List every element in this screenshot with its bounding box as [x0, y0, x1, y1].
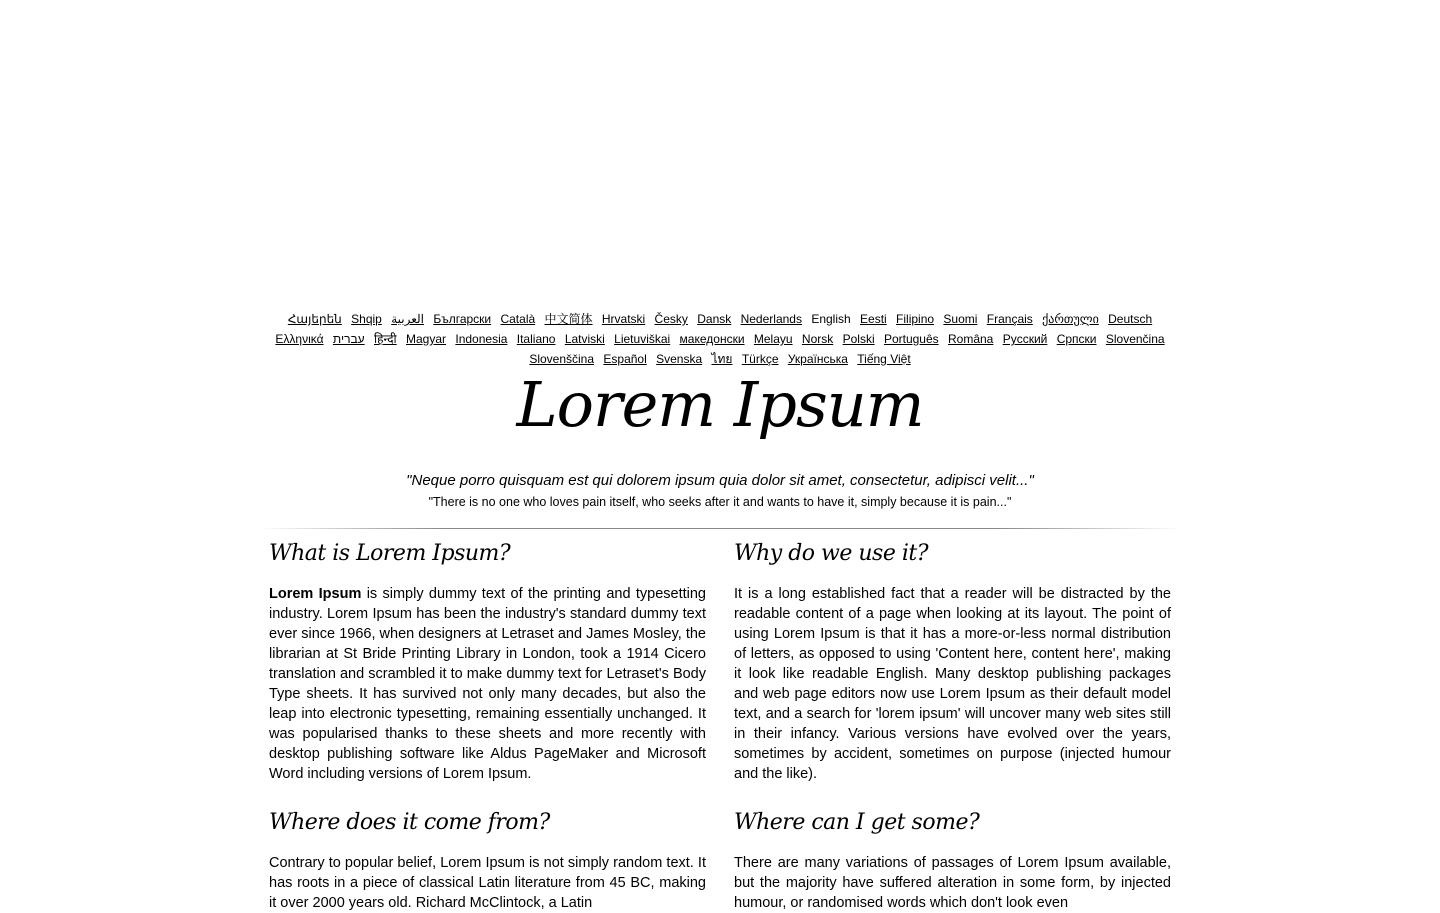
banner-space: [0, 0, 1440, 308]
section-body: [269, 584, 706, 784]
language-link[interactable]: Français: [986, 312, 1033, 326]
language-link[interactable]: Hrvatski: [601, 312, 646, 326]
language-link[interactable]: Slovenčina: [1105, 332, 1165, 346]
language-link[interactable]: Nederlands: [740, 312, 802, 326]
section-body: It is a long established fact that a reader will be distracted by the readable content of a page when looking at its layout. The point of using Lorem Ipsum is that it has a more-or-less normal distribution of letters, as opposed to using 'Content here, content here', making it look like readable English. Many desktop publishing packages and web page editors now use Lorem Ipsum as their default model text, and a search for 'lorem ipsum' will uncover many web sites still in their infancy. Various versions have evolved over the years, sometimes by accident, sometimes on purpose (injected humour and the like).: [734, 586, 1171, 782]
page-title: Lorem Ipsum: [516, 368, 924, 441]
language-link[interactable]: Српски: [1056, 332, 1097, 346]
language-link[interactable]: Български: [433, 312, 492, 326]
language-link[interactable]: Deutsch: [1108, 312, 1153, 326]
section-what-is: [269, 538, 706, 784]
section-body: There are many variations of passages of Lorem Ipsum available, but the majority have suffered alteration in some form, by injected humour, or randomised words which don't look even: [734, 855, 1171, 911]
language-link[interactable]: Norsk: [801, 332, 834, 346]
section-heading: Where does it come from?: [269, 810, 550, 835]
language-link[interactable]: Dansk: [697, 312, 732, 326]
language-link[interactable]: 中文简体: [544, 312, 593, 326]
language-link[interactable]: Indonesia: [455, 332, 508, 346]
section-where-from: [269, 807, 706, 913]
language-link[interactable]: Melayu: [753, 332, 793, 346]
latin-quote: "Neque porro quisquam est qui dolorem ipsum quia dolor sit amet, consectetur, adipisci velit...": [406, 472, 1034, 489]
language-link[interactable]: Հայերեն: [287, 312, 342, 326]
language-link[interactable]: Româna: [948, 332, 994, 346]
language-link[interactable]: македонски: [679, 332, 745, 346]
language-link[interactable]: ქართული: [1042, 312, 1099, 326]
language-link[interactable]: Slovenščina: [529, 352, 595, 366]
section-heading: Where can I get some?: [734, 810, 980, 835]
language-link[interactable]: Svenska: [656, 352, 703, 366]
language-selector: [258, 309, 1182, 369]
language-current: English: [811, 312, 851, 326]
language-link[interactable]: Latviski: [564, 332, 605, 346]
section-heading: Why do we use it?: [734, 541, 929, 566]
language-link[interactable]: Pyccкий: [1002, 332, 1048, 346]
language-link[interactable]: עברית: [332, 332, 365, 346]
language-link[interactable]: Lietuviškai: [614, 332, 671, 346]
language-link[interactable]: Українська: [787, 352, 848, 366]
language-link[interactable]: Türkçe: [741, 352, 779, 366]
lead-text: Lorem Ipsum: [269, 586, 362, 602]
language-link[interactable]: العربية: [391, 312, 424, 326]
divider: [258, 528, 1182, 529]
body-text: is simply dummy text of the printing and typesetting industry. Lorem Ipsum has been the industry's standard dummy text ever since 1966, when designers at Letraset and James Mosley, the librarian at St Bride Printing Library in London, took a 1914 Cicero translation and scrambled it to make dummy text for Letraset's Body Type sheets. It has survived not only many decades, but also the leap into electronic typesetting, remaining essentially unchanged. It was popularised thanks to these sheets and more recently with desktop publishing software like Aldus PageMaker and Microsoft Word including versions of Lorem Ipsum.: [269, 586, 706, 782]
language-link[interactable]: Česky: [654, 312, 688, 326]
language-link[interactable]: Tiếng Việt: [857, 352, 911, 366]
language-link[interactable]: ไทย: [711, 352, 733, 366]
language-link[interactable]: Italiano: [516, 332, 556, 346]
language-link[interactable]: हिन्दी: [374, 332, 397, 346]
language-link[interactable]: Magyar: [406, 332, 447, 346]
language-link[interactable]: Português: [883, 332, 939, 346]
language-link[interactable]: Shqip: [351, 312, 382, 326]
language-link[interactable]: Eesti: [860, 312, 887, 326]
section-where-get: [734, 807, 1171, 913]
language-link[interactable]: Español: [603, 352, 647, 366]
english-quote: "There is no one who loves pain itself, who seeks after it and wants to have it, simply because it is pain...": [428, 495, 1012, 509]
section-body: Contrary to popular belief, Lorem Ipsum is not simply random text. It has roots in a piece of classical Latin literature from 45 BC, making it over 2000 years old. Richard McClintock, a Latin: [269, 855, 706, 911]
language-link[interactable]: Polski: [842, 332, 875, 346]
language-link[interactable]: Català: [500, 312, 536, 326]
section-why-use: [734, 538, 1171, 784]
language-link[interactable]: Filipino: [896, 312, 935, 326]
section-heading: What is Lorem Ipsum?: [269, 541, 511, 566]
language-link[interactable]: Suomi: [943, 312, 978, 326]
language-link[interactable]: Ελληνικά: [275, 332, 324, 346]
